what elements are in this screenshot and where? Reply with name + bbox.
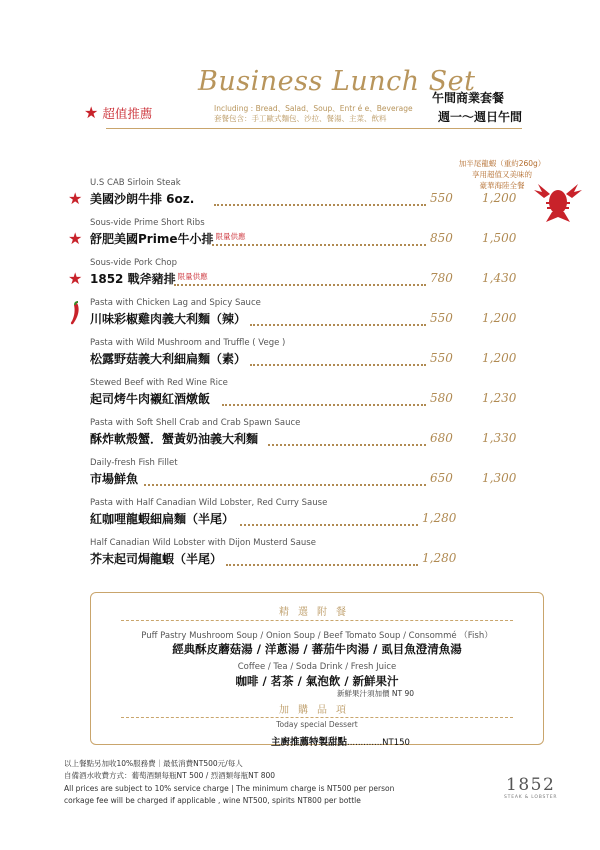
menu-item <box>90 418 530 448</box>
menu-item-lobster-price: 1,500 <box>482 231 517 245</box>
dessert-line <box>271 730 410 749</box>
star-icon: ★ <box>68 229 83 248</box>
menu-item-en: U.S CAB Sirloin Steak <box>90 178 181 188</box>
limited-badge: 限量供應 <box>177 272 208 281</box>
menu-item-zh-text: 市場鮮魚 <box>90 472 139 486</box>
including-en: Including : Bread、Salad、Soup、Entr é e、Beverage <box>214 104 413 113</box>
menu-title: Business Lunch Set <box>198 66 476 97</box>
dot-leader <box>214 190 426 206</box>
logo-number: 1852 <box>506 775 556 795</box>
footer-corkage-zh: 自備酒水收費方式：葡萄酒類每瓶NT 500 / 烈酒類每瓶NT 800 <box>64 771 276 780</box>
menu-item-zh <box>90 510 234 527</box>
menu-item-en: Sous-vide Prime Short Ribs <box>90 218 205 228</box>
menu-item-price: 650 <box>430 471 453 485</box>
menu-item-line <box>90 550 530 568</box>
menu-item-en: Pasta with Wild Mushroom and Truffle ( Vege ) <box>90 338 286 348</box>
menu-item-price: 550 <box>430 311 453 325</box>
menu-item-line <box>90 350 530 368</box>
menu-item-price: 850 <box>430 231 453 245</box>
dot-leader <box>212 230 426 246</box>
star-icon: ★ <box>68 269 83 288</box>
menu-item-zh <box>90 190 194 207</box>
dot-leader <box>268 430 426 446</box>
including-zh: 套餐包含：手工歐式麵包、沙拉、餐湯、主菜、飲料 <box>214 114 387 123</box>
menu-item-en: Half Canadian Wild Lobster with Dijon Musterd Sause <box>90 538 316 548</box>
menu-item-zh <box>90 350 246 367</box>
menu-item-line <box>90 390 530 408</box>
star-icon: ★ <box>84 103 99 122</box>
dot-leader <box>250 310 426 326</box>
menu-item <box>90 498 530 528</box>
menu-item-line <box>90 470 530 488</box>
menu-item-zh <box>90 470 138 487</box>
dessert-en: Today special Dessert <box>276 720 358 729</box>
menu-item-en: Pasta with Chicken Lag and Spicy Sauce <box>90 298 261 308</box>
footer-service-charge-en: All prices are subject to 10% service charge | The minimum charge is NT500 per person <box>64 784 395 793</box>
menu-item-zh-text: 川味彩椒雞肉義大利麵（辣） <box>90 312 247 326</box>
section-set-addons: 精選附餐 <box>279 607 355 618</box>
menu-item-zh-text: 起司烤牛肉襯紅酒燉飯 <box>90 392 211 406</box>
dot-leader <box>144 470 426 486</box>
menu-item-lobster-price: 1,430 <box>482 271 517 285</box>
menu-item-line <box>90 310 530 328</box>
menu-item-price: 780 <box>430 271 453 285</box>
dot-leader <box>250 350 426 366</box>
menu-item-en: Sous-vide Pork Chop <box>90 258 178 268</box>
menu-item-en: Daily-fresh Fish Fillet <box>90 458 178 468</box>
soups-zh: 經典酥皮蘑菇湯 / 洋蔥湯 / 蕃茄牛肉湯 / 虱目魚澄清魚湯 <box>172 642 462 656</box>
recommend-text: 超值推薦 <box>102 106 153 121</box>
set-options-box <box>90 592 544 748</box>
section-divider <box>121 717 513 718</box>
recommend-label <box>84 103 152 122</box>
section-addon: 加購品項 <box>279 705 355 716</box>
header-divider <box>106 128 522 129</box>
lobster-note-3: 豪華海陸全餐 <box>479 181 525 190</box>
menu-item-price: 550 <box>430 351 453 365</box>
menu-item-zh-text: 美國沙朗牛排 6oz. <box>90 192 195 206</box>
menu-item-zh-text: 舒肥美國Prime牛小排 <box>90 232 214 246</box>
footer-corkage-en: corkage fee will be charged if applicable , wine NT500, spirits NT800 per bottle <box>64 796 361 805</box>
menu-item-price: 580 <box>430 391 453 405</box>
menu-item <box>90 178 530 208</box>
juice-note: 新鮮果汁須加價 NT 90 <box>337 689 415 698</box>
menu-item-line <box>90 430 530 448</box>
dot-leader <box>174 270 426 286</box>
menu-item-en: Stewed Beef with Red Wine Rice <box>90 378 228 388</box>
menu-item-line <box>90 230 530 248</box>
set-days: 週一～週日午間 <box>438 110 523 124</box>
menu-item <box>90 338 530 368</box>
limited-badge: 限量供應 <box>215 232 246 241</box>
drinks-zh: 咖啡 / 茗茶 / 氣泡飲 / 新鮮果汁 <box>235 674 399 688</box>
star-icon: ★ <box>68 189 83 208</box>
menu-item <box>90 258 530 288</box>
menu-item-lobster-price: 1,330 <box>482 431 517 445</box>
dessert-price: .............NT150 <box>347 738 410 748</box>
lobster-note-1: 加半尾龍蝦（重約260g） <box>458 159 546 168</box>
menu-item-line <box>90 270 530 288</box>
logo-subtitle: STEAK & LOBSTER <box>504 795 558 800</box>
menu-item-zh <box>90 550 222 567</box>
menu-item-price: 1,280 <box>422 551 457 565</box>
footer-service-charge-zh: 以上餐點另加收10%服務費｜最低消費NT500元/每人 <box>64 759 243 768</box>
drinks-en: Coffee / Tea / Soda Drink / Fresh Juice <box>237 662 397 672</box>
menu-item-lobster-price: 1,200 <box>482 351 517 365</box>
menu-item-price: 550 <box>430 191 453 205</box>
menu-item-price: 680 <box>430 431 453 445</box>
dot-leader <box>222 390 426 406</box>
menu-item-zh <box>90 310 246 327</box>
menu-item-line <box>90 510 530 528</box>
menu-item-lobster-price: 1,300 <box>482 471 517 485</box>
lobster-icon <box>532 180 584 224</box>
chili-icon <box>68 300 82 326</box>
menu-item <box>90 298 530 328</box>
menu-item-lobster-price: 1,200 <box>482 311 517 325</box>
dot-leader <box>240 510 418 526</box>
menu-item <box>90 458 530 488</box>
menu-item-zh-text: 1852 戰斧豬排 <box>90 272 176 286</box>
menu-item-en: Pasta with Half Canadian Wild Lobster, Red Curry Sause <box>90 498 328 508</box>
menu-item-line <box>90 190 530 208</box>
lobster-note-2: 享用超值又美味的 <box>472 170 532 179</box>
menu-item-zh-text: 紅咖哩龍蝦細扁麵（半尾） <box>90 512 235 526</box>
soups-en: Puff Pastry Mushroom Soup / Onion Soup / Beef Tomato Soup / Consommé （Fish） <box>141 631 493 641</box>
menu-item <box>90 218 530 248</box>
menu-item-zh-text: 芥末起司焗龍蝦（半尾） <box>90 552 223 566</box>
brand-logo <box>504 775 557 800</box>
set-name: 午間商業套餐 <box>432 91 505 105</box>
menu-item <box>90 538 530 568</box>
menu-item-lobster-price: 1,230 <box>482 391 517 405</box>
menu-item-lobster-price: 1,200 <box>482 191 517 205</box>
dot-leader <box>226 550 418 566</box>
menu-item-en: Pasta with Soft Shell Crab and Crab Spawn Sauce <box>90 418 301 428</box>
menu-item-zh <box>90 430 258 447</box>
menu-item-zh <box>90 390 210 407</box>
menu-item-zh-text: 松露野菇義大利細扁麵（素） <box>90 352 247 366</box>
menu-item-zh-text: 酥炸軟殼蟹．蟹黃奶油義大利麵 <box>90 432 259 446</box>
section-divider <box>121 620 513 621</box>
menu-item-price: 1,280 <box>422 511 457 525</box>
menu-item <box>90 378 530 408</box>
dessert-zh: 主廚推薦特製甜點 <box>271 737 348 748</box>
